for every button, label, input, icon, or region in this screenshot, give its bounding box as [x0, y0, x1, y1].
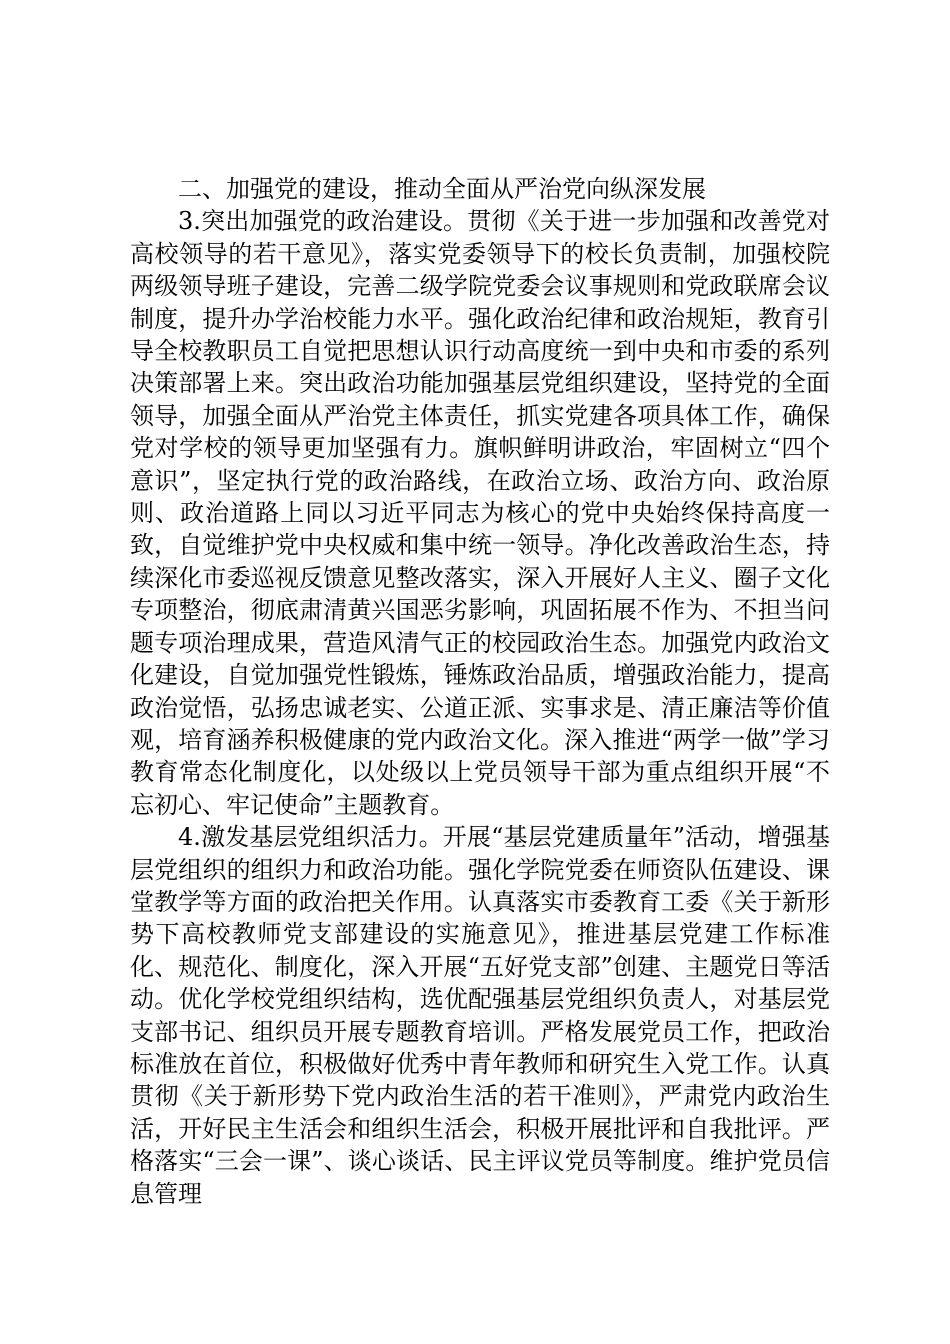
paragraph-grassroots-vitality: 4.激发基层党组织活力。开展“基层党建质量年”活动，增强基层党组织的组织力和政治功能。强化学院党委在师资队伍建设、课堂教学等方面的政治把关作用。认真落实市委教育工委《关于新形势下高校教师党支部建设的实施意见》，推进基层党建工作标准化、规范化、制度化，深入开展“五好党支部”创建、主题党日等活动。优化学校党组织结构，选优配强基层党组织负责人，对基层党支部书记、组织员开展专题教育培训。严格发展党员工作，把政治标准放在首位，积极做好优秀中青年教师和研究生入党工作。认真贯彻《关于新形势下党内政治生活的若干准则》，严肃党内政治生活，开好民主生活会和组织生活会，积极开展批评和自我批评。严格落实“三会一课”、谈心谈话、民主评议党员等制度。维护党员信息管理 — [130, 823, 830, 1208]
paragraph-political-building: 3.突出加强党的政治建设。贯彻《关于进一步加强和改善党对高校领导的若干意见》，落实党委领导下的校长负责制，加强校院两级领导班子建设，完善二级学院党委会议事规则和党政联席会议制度，提升办学治校能力水平。强化政治纪律和政治规矩，教育引导全校教职员工自觉把思想认识行动高度统一到中央和市委的系列决策部署上来。突出政治功能加强基层党组织建设，坚持党的全面领导，加强全面从严治党主体责任，抓实党建各项具体工作，确保党对学校的领导更加坚强有力。旗帜鲜明讲政治，牢固树立“四个意识”，坚定执行党的政治路线，在政治立场、政治方向、政治原则、政治道路上同以习近平同志为核心的党中央始终保持高度一致，自觉维护党中央权威和集中统一领导。净化改善政治生态，持续深化市委巡视反馈意见整改落实，深入开展好人主义、圈子文化专项整治，彻底肃清黄兴国恶劣影响，巩固拓展不作为、不担当问题专项治理成果，营造风清气正的校园政治生态。加强党内政治文化建设，自觉加强党性锻炼，锤炼政治品质，增强政治能力，提高政治觉悟，弘扬忠诚老实、公道正派、实事求是、清正廉洁等价值观，培育涵养积极健康的党内政治文化。深入推进“两学一做”学习教育常态化制度化，以处级以上党员领导干部为重点组织开展“不忘初心、牢记使命”主题教育。 — [130, 207, 830, 819]
document-body — [130, 173, 830, 1210]
section-heading: 二、加强党的建设，推动全面从严治党向纵深发展 — [178, 175, 706, 203]
